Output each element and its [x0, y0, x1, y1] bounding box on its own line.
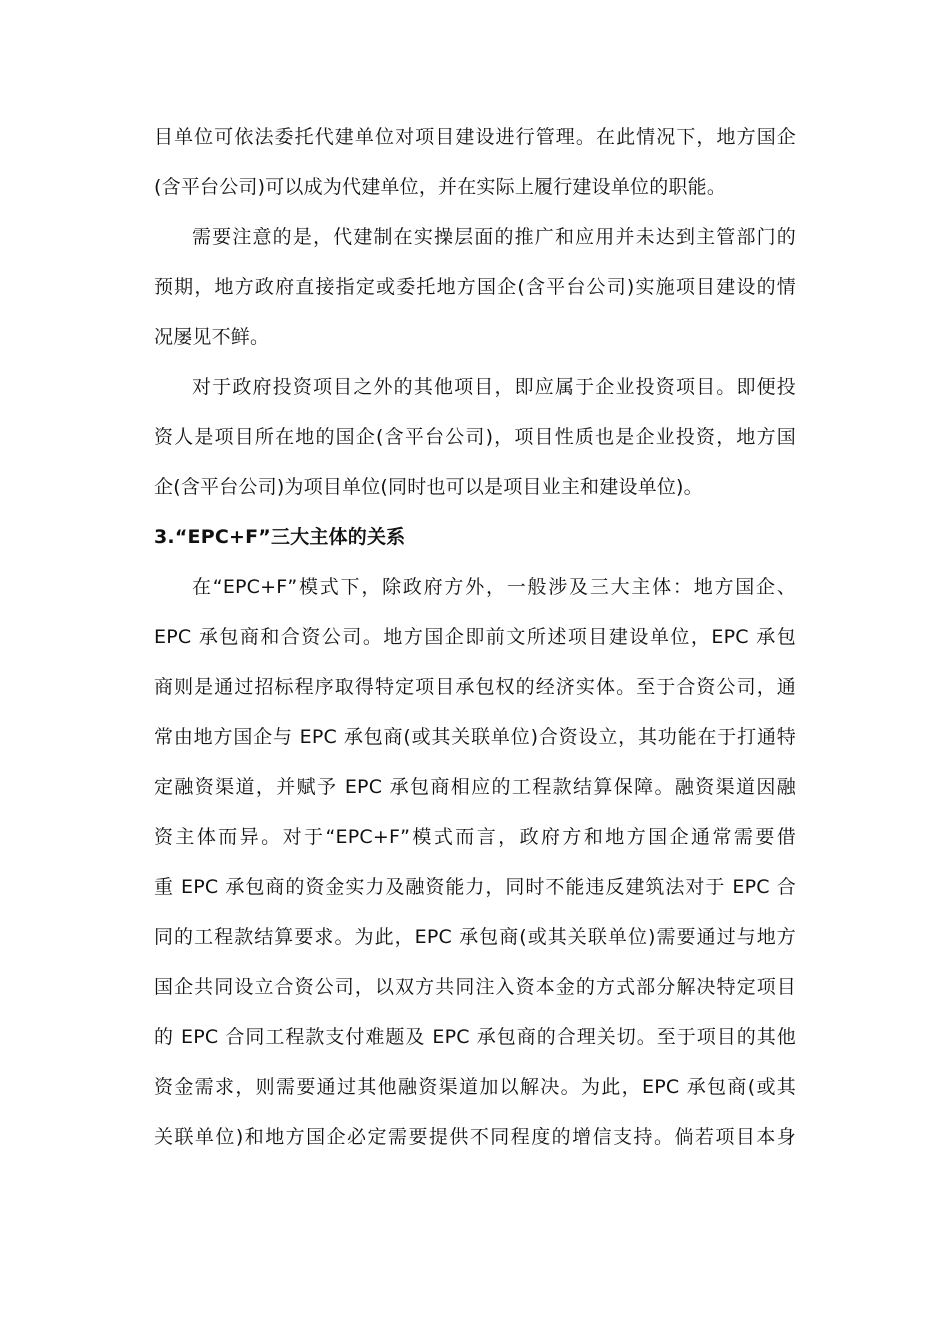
text-line: 同的工程款结算要求。为此，EPC 承包商(或其关联单位)需要通过与地方: [154, 926, 796, 948]
text-line: 况屡见不鲜。: [154, 326, 270, 348]
text-line: 资金需求，则需要通过其他融资渠道加以解决。为此，EPC 承包商(或其: [154, 1076, 796, 1098]
document-body: [154, 112, 796, 1162]
text-line: 定融资渠道，并赋予 EPC 承包商相应的工程款结算保障。融资渠道因融: [154, 776, 796, 798]
text-line: 国企共同设立合资公司，以双方共同注入资本金的方式部分解决特定项目: [154, 976, 796, 998]
text-line: 常由地方国企与 EPC 承包商(或其关联单位)合资设立，其功能在于打通特: [154, 726, 796, 748]
text-line: 预期，地方政府直接指定或委托地方国企(含平台公司)实施项目建设的情: [154, 276, 796, 298]
text-line: 关联单位)和地方国企必定需要提供不同程度的增信支持。倘若项目本身: [154, 1126, 796, 1148]
text-line: 重 EPC 承包商的资金实力及融资能力，同时不能违反建筑法对于 EPC 合: [154, 876, 796, 898]
text-line: 对于政府投资项目之外的其他项目，即应属于企业投资项目。即便投: [192, 376, 796, 398]
paragraph: [154, 112, 796, 212]
text-line: (含平台公司)可以成为代建单位，并在实际上履行建设单位的职能。: [154, 176, 727, 198]
text-line: EPC 承包商和合资公司。地方国企即前文所述项目建设单位，EPC 承包: [154, 626, 796, 648]
text-line: 商则是通过招标程序取得特定项目承包权的经济实体。至于合资公司，通: [154, 676, 796, 698]
section-heading: [154, 512, 796, 562]
heading-text: 3.“EPC+F”三大主体的关系: [154, 526, 406, 548]
text-line: 企(含平台公司)为项目单位(同时也可以是项目业主和建设单位)。: [154, 476, 703, 498]
text-line: 资主体而异。对于“EPC+F”模式而言，政府方和地方国企通常需要借: [154, 826, 796, 848]
text-line: 资人是项目所在地的国企(含平台公司)，项目性质也是企业投资，地方国: [154, 426, 796, 448]
paragraph: [154, 212, 796, 362]
text-line: 在“EPC+F”模式下，除政府方外，一般涉及三大主体：地方国企、: [192, 576, 796, 598]
paragraph: [154, 562, 796, 1162]
paragraph: [154, 362, 796, 512]
text-line: 目单位可依法委托代建单位对项目建设进行管理。在此情况下，地方国企: [154, 126, 796, 148]
text-line: 的 EPC 合同工程款支付难题及 EPC 承包商的合理关切。至于项目的其他: [154, 1026, 796, 1048]
text-line: 需要注意的是，代建制在实操层面的推广和应用并未达到主管部门的: [192, 226, 796, 248]
